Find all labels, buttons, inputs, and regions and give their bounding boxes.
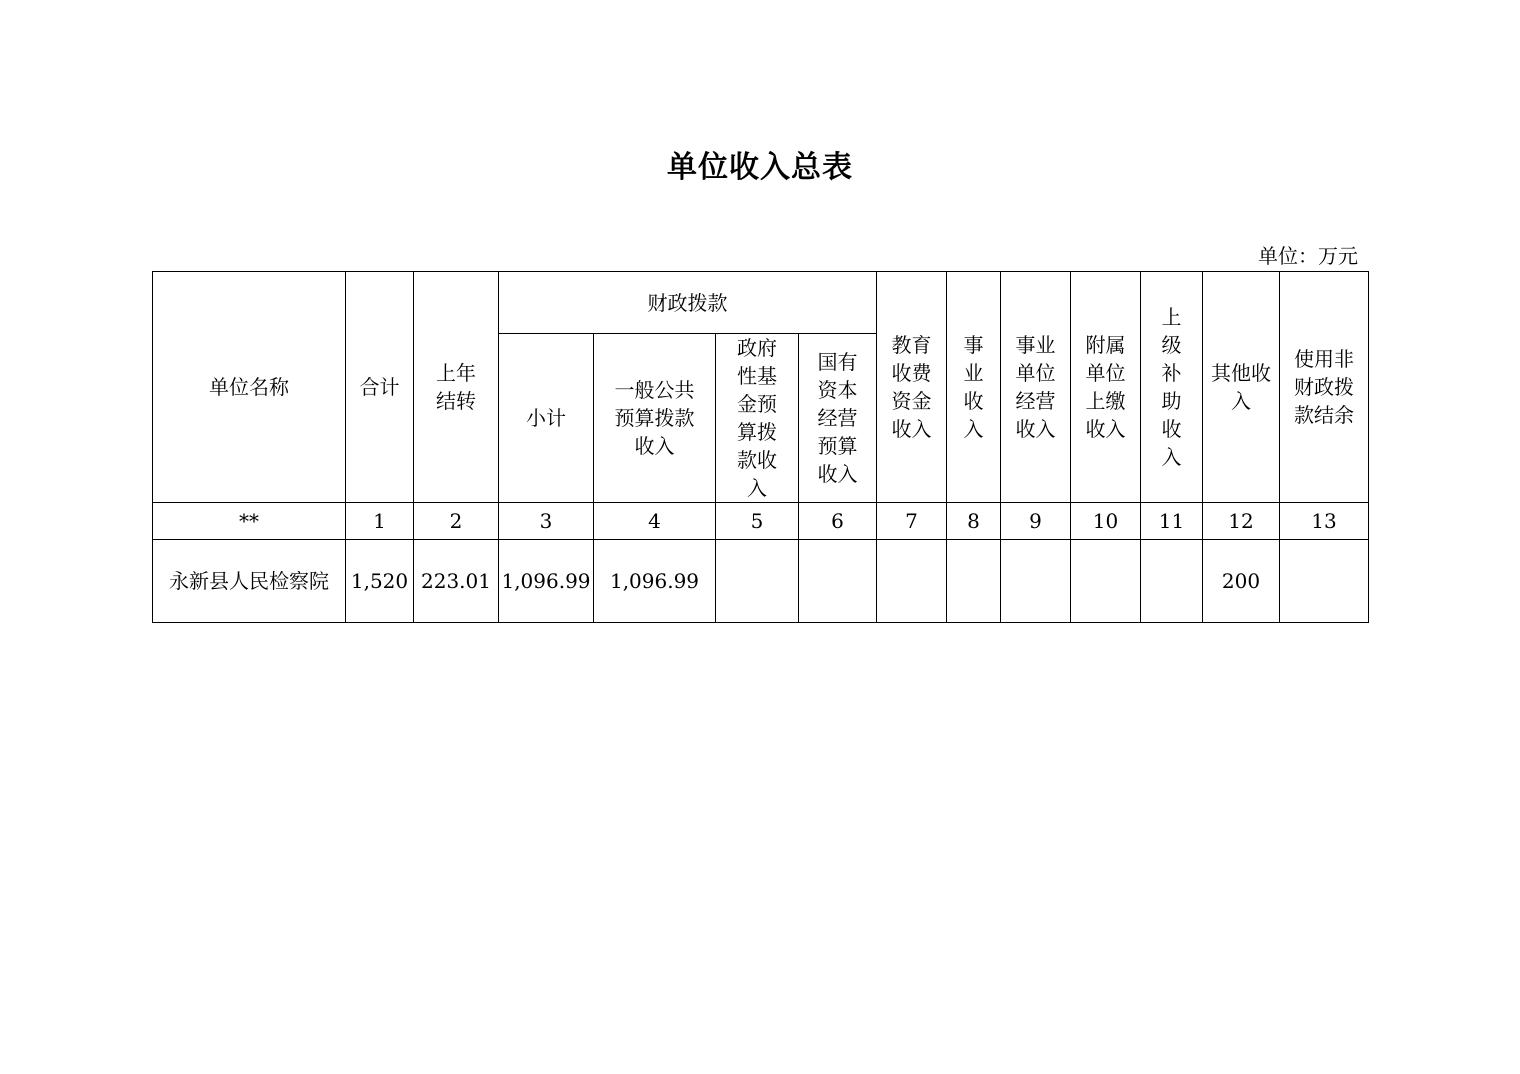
income-summary-table [152, 271, 1369, 623]
cell-business-income [947, 540, 1001, 623]
index-cell: 11 [1141, 503, 1203, 540]
index-cell: 12 [1203, 503, 1280, 540]
header-business-income: 事业收入 [947, 272, 1001, 503]
cell-prev-year-carryover: 223.01 [414, 540, 499, 623]
cell-state-capital-budget [799, 540, 877, 623]
cell-business-unit-operating [1001, 540, 1071, 623]
index-cell: 7 [877, 503, 947, 540]
header-row-1 [153, 272, 1369, 334]
header-affiliated-unit-remit: 附属单位上缴收入 [1071, 272, 1141, 503]
index-cell: 1 [346, 503, 414, 540]
table-row [153, 540, 1369, 623]
cell-general-public-budget: 1,096.99 [594, 540, 716, 623]
cell-gov-fund-budget [716, 540, 799, 623]
index-cell: 3 [499, 503, 594, 540]
header-gov-fund-budget: 政府性基金预算拨款收入 [716, 334, 799, 503]
cell-subtotal: 1,096.99 [499, 540, 594, 623]
header-other-income: 其他收入 [1203, 272, 1280, 503]
index-cell: 4 [594, 503, 716, 540]
unit-label: 单位：万元 [1258, 244, 1358, 268]
cell-higher-level-subsidy [1141, 540, 1203, 623]
cell-unit-name: 永新县人民检察院 [153, 540, 346, 623]
index-cell: ** [153, 503, 346, 540]
cell-non-fiscal-balance [1280, 540, 1369, 623]
header-general-public-budget: 一般公共预算拨款收入 [594, 334, 716, 503]
cell-total: 1,520 [346, 540, 414, 623]
header-subtotal: 小计 [499, 334, 594, 503]
header-total: 合计 [346, 272, 414, 503]
header-non-fiscal-balance: 使用非财政拨款结余 [1280, 272, 1369, 503]
page-title: 单位收入总表 [667, 150, 853, 185]
index-cell: 9 [1001, 503, 1071, 540]
index-cell: 13 [1280, 503, 1369, 540]
index-cell: 2 [414, 503, 499, 540]
cell-education-fees [877, 540, 947, 623]
cell-other-income: 200 [1203, 540, 1280, 623]
index-cell: 8 [947, 503, 1001, 540]
header-education-fees: 教育收费资金收入 [877, 272, 947, 503]
index-cell: 6 [799, 503, 877, 540]
header-prev-year-carryover: 上年结转 [414, 272, 499, 503]
index-cell: 5 [716, 503, 799, 540]
header-higher-level-subsidy: 上级补助收入 [1141, 272, 1203, 503]
index-row [153, 503, 1369, 540]
index-cell: 10 [1071, 503, 1141, 540]
header-unit-name: 单位名称 [153, 272, 346, 503]
cell-affiliated-unit-remit [1071, 540, 1141, 623]
header-business-unit-operating: 事业单位经营收入 [1001, 272, 1071, 503]
header-fiscal-appropriation: 财政拨款 [499, 272, 877, 334]
header-state-capital-budget: 国有资本经营预算收入 [799, 334, 877, 503]
